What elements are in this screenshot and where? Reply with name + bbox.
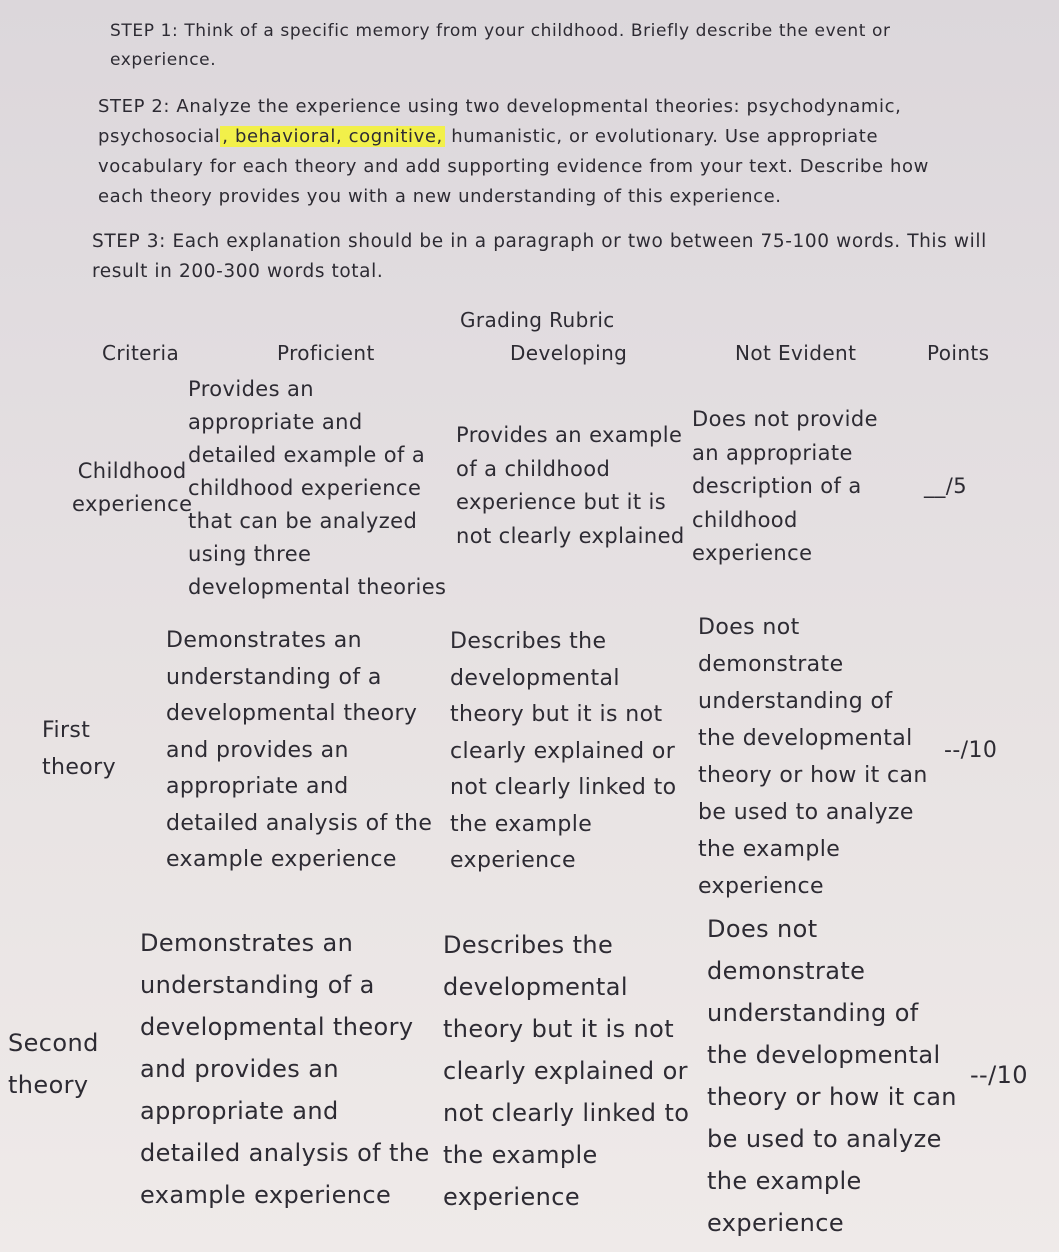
rubric-title: Grading Rubric [460,308,615,332]
row-first-theory-not-evident: Does not demonstrate understanding of the developmental theory or how it can be used to analyze the example experience [698,615,928,899]
row-childhood-criteria: Childhood experience [72,459,193,516]
row-childhood-developing: Provides an example of a childhood experience but it is not clearly explained [456,423,685,548]
row-first-theory-points: --/10 [944,738,998,763]
row-childhood-not-evident: Does not provide an appropriate description of a childhood experience [692,407,878,565]
header-points: Points [927,341,990,365]
step-2-text-end: humanistic, or evolutionary. Use appropriate vocabulary for each theory and add supporting evidence from your text. Describe how each theory provides you with a new understanding of this experience. [98,126,929,207]
row-first-theory-criteria: First theory [42,718,117,780]
step-3-instructions: STEP 3: Each explanation should be in a paragraph or two between 75-100 words. This will result in 200-300 words total. [92,231,987,282]
row-second-theory-criteria: Second theory [8,1029,99,1099]
row-first-theory-proficient: Demonstrates an understanding of a developmental theory and provides an appropriate and detailed analysis of the example experience [166,628,433,872]
header-not-evident: Not Evident [735,341,857,365]
step-2-instructions [98,92,978,212]
header-developing: Developing [510,341,628,365]
step-1-instructions: STEP 1: Think of a specific memory from your childhood. Briefly describe the event or experience. [110,21,891,70]
header-proficient: Proficient [277,341,375,365]
step-2-text-start: STEP 2: Analyze the experience using two developmental theories: psychodynamic, psychosocial [98,96,902,147]
header-criteria: Criteria [102,341,180,365]
row-second-theory-proficient: Demonstrates an understanding of a developmental theory and provides an appropriate and detailed analysis of the example experience [140,929,430,1209]
row-childhood-proficient: Provides an appropriate and detailed example of a childhood experience that can be analyzed using three developmental theories [188,377,447,599]
highlighted-theories: , behavioral, cognitive, [222,126,443,147]
row-second-theory-not-evident: Does not demonstrate understanding of the developmental theory or how it can be used to analyze the example experience [707,915,957,1237]
row-second-theory-points: --/10 [970,1061,1028,1089]
row-first-theory-developing: Describes the developmental theory but it is not clearly explained or not clearly linked to the example experience [450,629,677,873]
row-childhood-points: __/5 [924,474,968,498]
row-second-theory-developing: Describes the developmental theory but it is not clearly explained or not clearly linked to the example experience [443,931,690,1211]
